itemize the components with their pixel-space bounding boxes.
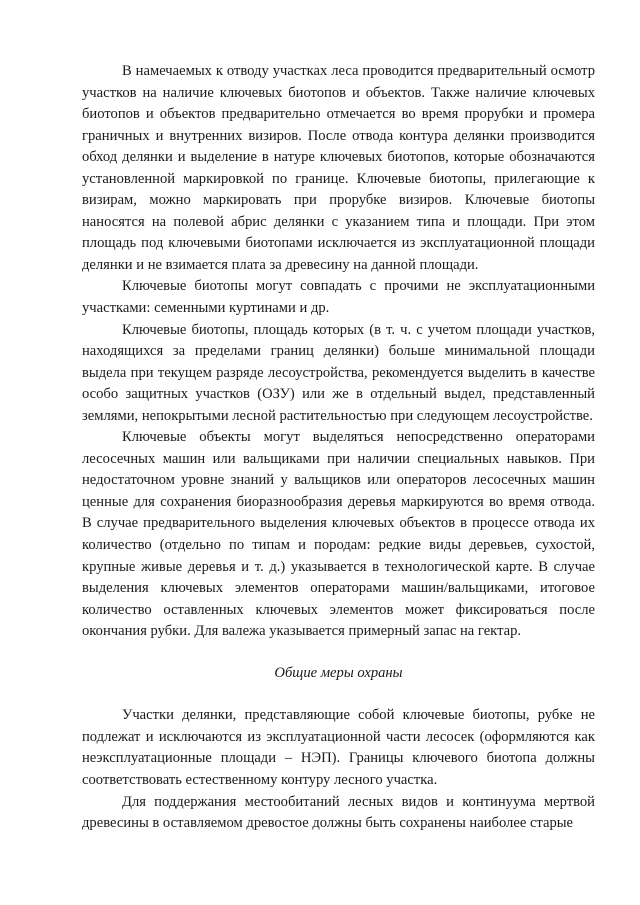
document-page [82, 61, 595, 835]
paragraph-key-objects: Ключевые объекты могут выделяться непосредственно операторами лесосечных машин или вальщиками при наличии специальных навыков. При недостаточном уровне знаний у вальщиков или операторов лесосечных машин ценные для сохранения биоразнообразия деревья маркируются во время отвода. В случае предварительного выделения ключевых объектов в процессе отвода их количество (отдельно по типам и породам: редкие виды деревьев, сухостой, крупные живые деревья и т. д.) указывается в технологической карте. В случае выделения ключевых элементов операторами машин/вальщиками, итоговое количество оставленных ключевых элементов может фиксироваться после окончания рубки. Для валежа указывается примерный запас на гектар. [82, 429, 595, 640]
paragraph-protective-areas: Ключевые биотопы, площадь которых (в т. ч. с учетом площади участков, находящихся за пределами границ делянки) больше минимальной площади выдела при текущем разряде лесоустройства, рекомендуется выделить в качестве особо защитных участков (ОЗУ) или же в отдельный выдел, представленный землями, непокрытыми лесной растительностью при следующем лесоустройстве. [82, 321, 595, 424]
section-heading: Общие меры охраны [274, 664, 403, 681]
paragraph-excluded-areas: Участки делянки, представляющие собой ключевые биотопы, рубке не подлежат и исключаются из эксплуатационной части лесосек (оформляются как неэксплуатационные площади – НЭП). Границы ключевого биотопа должны соответствовать естественному контуру лесного участка. [82, 707, 595, 788]
paragraph-dead-wood: Для поддержания местообитаний лесных видов и континуума мертвой древесины в оставляемом древостое должны быть сохранены наиболее старые [82, 793, 595, 832]
paragraph-preliminary-inspection: В намечаемых к отводу участках леса проводится предварительный осмотр участков на наличие ключевых биотопов и объектов. Также наличие ключевых биотопов и объектов предварительно отмечается во время прорубки и промера граничных и внутренних визиров. После отвода контура делянки производится обход делянки и выделение в натуре ключевых биотопов, которые обозначаются установленной маркировкой по границе. Ключевые биотопы, прилегающие к визирам, можно маркировать при прорубке визиров. Ключевые биотопы наносятся на полевой абрис делянки с указанием типа и площади. При этом площадь под ключевыми биотопами исключается из эксплуатационной площади делянки и не взимается плата за древесину на данной площади. [82, 63, 595, 273]
paragraph-biotope-overlap: Ключевые биотопы могут совпадать с прочими не эксплуатационными участками: семенными куртинами и др. [82, 278, 595, 317]
